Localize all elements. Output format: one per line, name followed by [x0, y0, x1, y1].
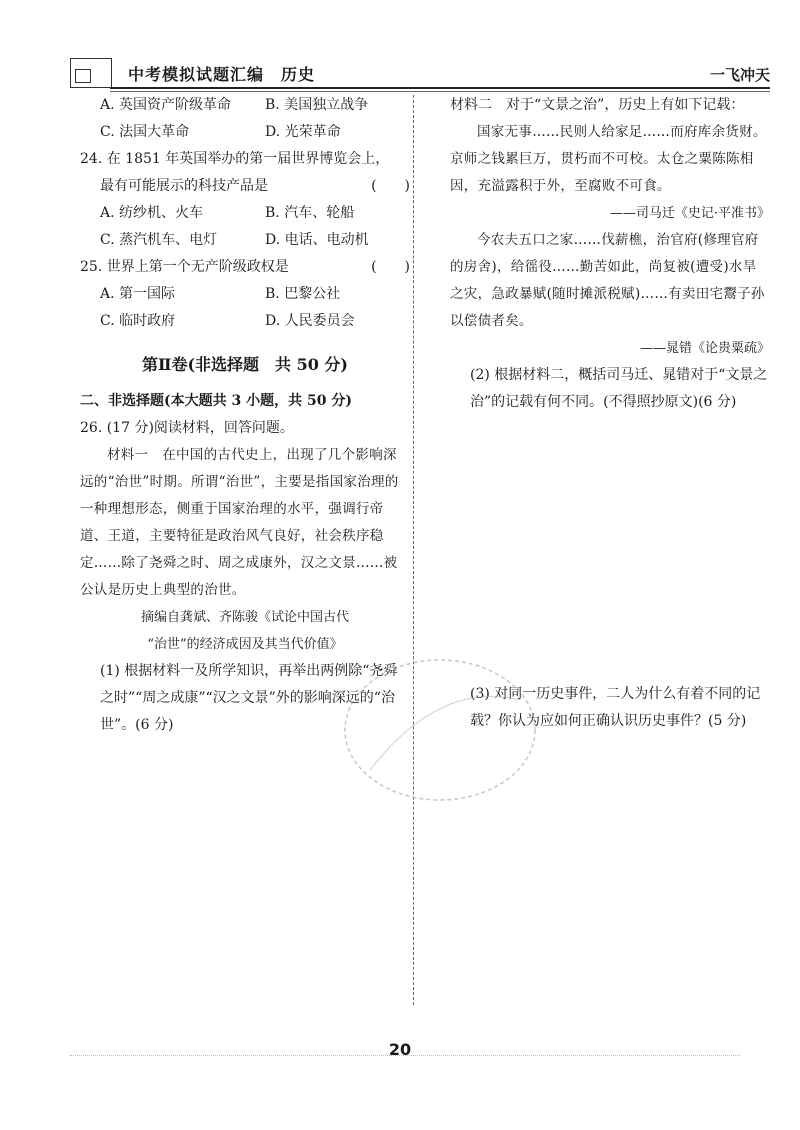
material-1-source-line2: “治世”的经济成因及其当代价值》 [147, 637, 343, 652]
section-title: 第Ⅱ卷(非选择题 共 50 分) [141, 355, 349, 374]
q25-option-b: B. 巴黎公社 [265, 286, 341, 302]
book-logo-icon [70, 58, 112, 88]
material-2-intro: 材料二 对于“文景之治”，历史上有如下记载： [450, 97, 745, 113]
q25-stem [80, 254, 410, 281]
page-number: 20 [388, 1040, 412, 1059]
left-column [80, 92, 410, 739]
header-brand: 一飞冲天 [709, 66, 770, 84]
header-rule [110, 87, 770, 89]
q24-stem-line2 [80, 173, 410, 200]
q25-option-a: A. 第一国际 [100, 286, 176, 302]
sub-question-1: (1) 根据材料一及所学知识，再举出两例除“尧舜之时”“周之成康”“汉之文景”外的影响深远的“治世”。(6 分) [100, 663, 398, 733]
q24-stem-text: 最有可能展示的科技产品是 [100, 178, 268, 194]
q23-option-b: B. 美国独立战争 [265, 97, 369, 113]
material-2-source-1: ——司马迁《史记·平准书》 [609, 206, 770, 221]
material-2-quote-2: 今农夫五口之家……伐薪樵，治官府(修理官府的房舍)，给徭役……勤苦如此，尚复被(遭受)水旱之灾，急政暴赋(随时摊派税赋)……有卖田宅鬻子孙以偿债者矣。 [450, 232, 765, 329]
right-column [450, 92, 770, 735]
q25-stem-text: 25. 世界上第一个无产阶级政权是 [80, 259, 289, 275]
material-2-quote-1: 国家无事……民则人给家足……而府库余货财。京师之钱累巨万，贯朽而不可校。太仓之粟陈陈相因，充溢露积于外，至腐败不可食。 [450, 124, 767, 194]
q24-options-row-1 [80, 200, 410, 227]
q24-option-a: A. 纺纱机、火车 [100, 205, 204, 221]
q23-option-a: A. 英国资产阶级革命 [100, 97, 232, 113]
q24-option-b: B. 汽车、轮船 [265, 205, 355, 221]
q23-option-c: C. 法国大革命 [100, 124, 190, 140]
column-divider [413, 95, 414, 1005]
q25-option-c: C. 临时政府 [100, 313, 176, 329]
material-1-source-line1: 摘编自龚斌、齐陈骏《试论中国古代 [140, 610, 349, 625]
part-title: 二、非选择题(本大题共 3 小题，共 50 分) [80, 393, 352, 409]
q23-options-row-1 [80, 92, 410, 119]
q25-options-row-1 [80, 281, 410, 308]
page-header [70, 52, 770, 92]
material-2-source-2: ——晁错《论贵粟疏》 [639, 341, 770, 356]
q24-option-c: C. 蒸汽机车、电灯 [100, 232, 218, 248]
q25-answer-bracket: ( ) [371, 259, 410, 275]
q24-stem-line1: 24. 在 1851 年英国举办的第一届世界博览会上， [80, 151, 390, 167]
q25-option-d: D. 人民委员会 [265, 313, 355, 329]
q23-option-d: D. 光荣革命 [265, 124, 341, 140]
q24-answer-bracket: ( ) [371, 178, 410, 194]
q24-options-row-2 [80, 227, 410, 254]
answer-space-2 [450, 416, 770, 681]
header-title: 中考模拟试题汇编 历史 [128, 65, 316, 84]
q24-option-d: D. 电话、电动机 [265, 232, 369, 248]
q23-options-row-2 [80, 119, 410, 146]
q26-intro: 26. (17 分)阅读材料，回答问题。 [80, 420, 294, 436]
q25-options-row-2 [80, 308, 410, 335]
sub-question-3: (3) 对同一历史事件，二人为什么有着不同的记载？你认为应如何正确认识历史事件？(5 分) [470, 686, 761, 729]
sub-question-2: (2) 根据材料二，概括司马迁、晁错对于“文景之治”的记载有何不同。(不得照抄原文)(6 分) [470, 367, 768, 410]
material-1: 材料一 在中国的古代史上，出现了几个影响深远的“治世”时期。所谓“治世”，主要是指国家治理的一种理想形态，侧重于国家治理的水平，强调行帝道、王道，主要特征是政治风气良好，社会秩序稳定……除了尧舜之时、周之成康外，汉之文景……被公认是历史上典型的治世。 [80, 447, 399, 598]
